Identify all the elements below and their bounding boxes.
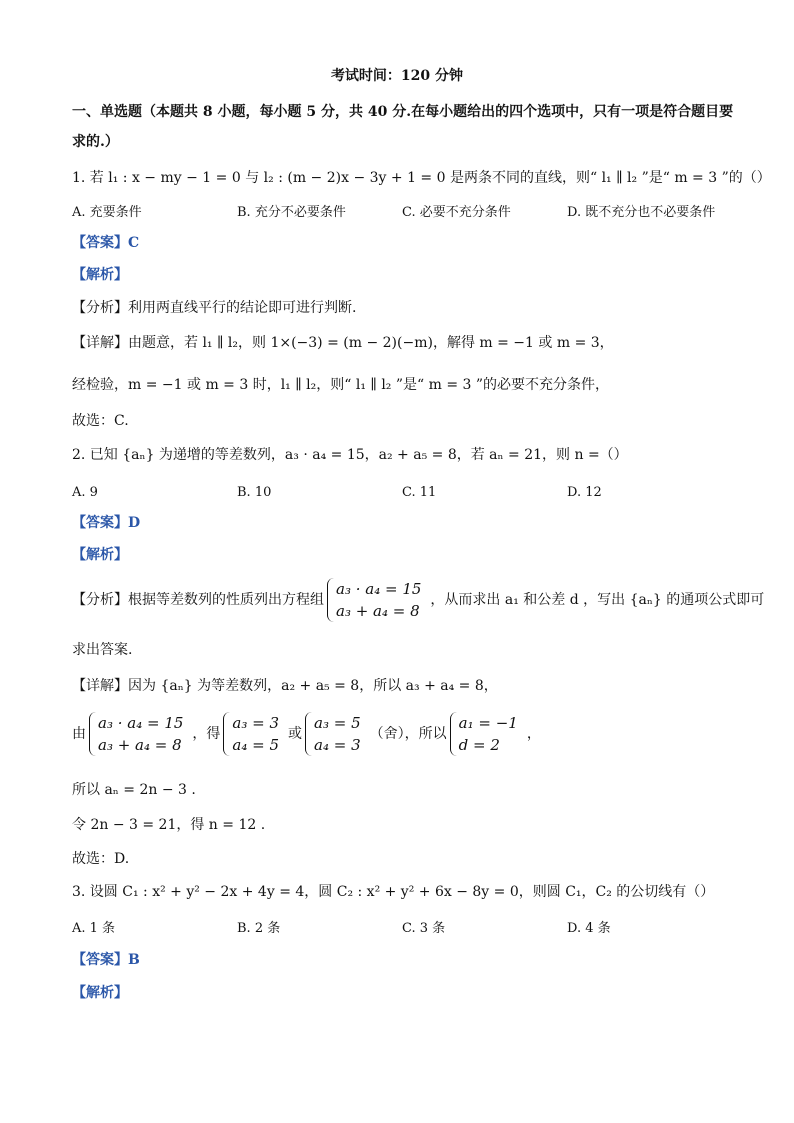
q2-detail-3: 所以 aₙ = 2n − 3 . — [72, 782, 196, 798]
q2-end: ， — [526, 726, 541, 742]
q2-option-d: D. 12 — [567, 485, 602, 500]
exam-time: 考试时间：120 分钟 — [330, 68, 464, 84]
q2-system-d-eq1: a₃ = 5 — [314, 714, 361, 732]
q2-system-e — [450, 712, 524, 756]
q3-answer: 【答案】B — [72, 952, 140, 968]
q1-stem: 1. 若 l₁ : x − my − 1 = 0 与 l₂ : (m − 2)x − 3y + 1 = 0 是两条不同的直线，则“ l₁ ∥ l₂ ”是“ m = 3 ”的（） — [72, 170, 771, 186]
q2-system-c-eq2: a₄ = 5 — [232, 736, 280, 754]
q3-stem: 3. 设圆 C₁ : x² + y² − 2x + 4y = 4，圆 C₂ : x² + y² + 6x − 8y = 0，则圆 C₁，C₂ 的公切线有（） — [72, 884, 715, 900]
q1-option-c: C. 必要不充分条件 — [402, 205, 511, 220]
q2-system-d-eq2: a₄ = 3 — [314, 736, 361, 754]
q1-answer: 【答案】C — [72, 235, 140, 251]
q3-option-c: C. 3 条 — [402, 921, 446, 936]
q2-system-b — [89, 712, 189, 756]
q1-option-a: A. 充要条件 — [72, 205, 142, 220]
q2-system-e-eq1: a₁ = −1 — [458, 714, 518, 732]
q2-de: ，得 — [192, 726, 221, 742]
section-heading: 一、单选题（本题共 8 小题，每小题 5 分，共 40 分.在每小题给出的四个选项中，只有一项是符合题目要 — [72, 104, 734, 120]
q2-option-a: A. 9 — [72, 485, 98, 500]
q1-options — [72, 203, 732, 223]
q2-system-b-eq1: a₃ · a₄ = 15 — [98, 714, 184, 732]
q2-system-b-eq2: a₃ + a₄ = 8 — [98, 736, 182, 754]
q3-option-d: D. 4 条 — [567, 921, 611, 936]
q3-jiexi: 【解析】 — [72, 985, 128, 1001]
q1-fenxi: 【分析】利用两直线平行的结论即可进行判断. — [72, 300, 357, 316]
q2-option-c: C. 11 — [402, 485, 437, 500]
q2-options — [72, 483, 732, 503]
q1-option-b: B. 充分不必要条件 — [237, 205, 346, 220]
q1-detail-2: 经检验，m = −1 或 m = 3 时，l₁ ∥ l₂，则“ l₁ ∥ l₂ ”是“ m = 3 ”的必要不充分条件， — [72, 377, 610, 393]
q2-choose: 故选：D. — [72, 851, 130, 867]
q3-option-a: A. 1 条 — [72, 921, 116, 936]
q2-stem: 2. 已知 {aₙ} 为递增的等差数列，a₃ · a₄ = 15，a₂ + a₅ = 8，若 aₙ = 21，则 n =（） — [72, 447, 628, 463]
q2-jiexi: 【解析】 — [72, 547, 128, 563]
q1-choose: 故选：C. — [72, 413, 129, 429]
q2-answer: 【答案】D — [72, 515, 141, 531]
q2-huo: 或 — [288, 726, 303, 742]
q2-system-c — [223, 712, 285, 756]
q2-system-d — [305, 712, 367, 756]
q2-system-a-eq2: a₃ + a₄ = 8 — [336, 602, 420, 620]
q2-fenxi-pre: 【分析】根据等差数列的性质列出方程组 — [72, 592, 324, 608]
q2-detail-2 — [72, 712, 734, 756]
q2-system-c-eq1: a₃ = 3 — [232, 714, 280, 732]
q1-detail-1: 【详解】由题意，若 l₁ ∥ l₂，则 1×(−3) = (m − 2)(−m)，解得 m = −1 或 m = 3， — [72, 335, 614, 351]
q2-system-a — [327, 578, 427, 622]
q2-detail-1: 【详解】因为 {aₙ} 为等差数列，a₂ + a₅ = 8，所以 a₃ + a₄ = 8， — [72, 678, 498, 694]
q2-system-a-eq1: a₃ · a₄ = 15 — [336, 580, 422, 598]
q2-option-b: B. 10 — [237, 485, 272, 500]
q2-you: 由 — [72, 726, 86, 742]
q1-option-d: D. 既不充分也不必要条件 — [567, 205, 716, 220]
q2-fenxi-cont: 求出答案. — [72, 642, 133, 658]
q2-detail-4: 令 2n − 3 = 21，得 n = 12 . — [72, 817, 266, 833]
q2-system-e-eq2: d = 2 — [458, 736, 500, 754]
q1-jiexi: 【解析】 — [72, 267, 128, 283]
q2-fenxi-post: ，从而求出 a₁ 和公差 d ，写出 {aₙ} 的通项公式即可 — [430, 592, 765, 608]
q2-fenxi — [72, 578, 765, 622]
section-heading-cont: 求的.） — [72, 134, 119, 150]
q3-option-b: B. 2 条 — [237, 921, 281, 936]
q3-options — [72, 919, 732, 939]
q2-she: （舍），所以 — [369, 726, 447, 742]
